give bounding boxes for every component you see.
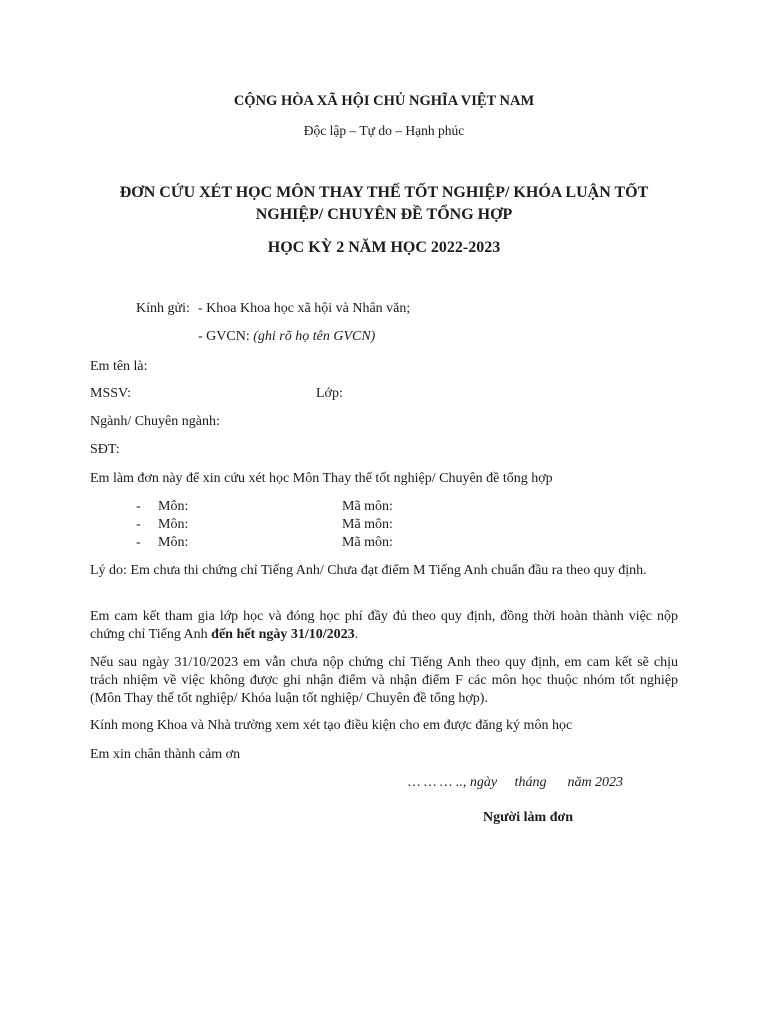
commitment-deadline: đến hết ngày 31/10/2023 bbox=[211, 627, 355, 642]
course-dash: - bbox=[136, 499, 141, 514]
course-subject-label: Môn: bbox=[158, 535, 189, 550]
consequence-paragraph: Nếu sau ngày 31/10/2023 em vẫn chưa nộp chứng chỉ Tiếng Anh theo quy định, em cam kết sẽ chịu trách nhiệm về việc không được ghi nhận điểm và nhận điểm F các môn học thuộc nhóm tốt nghiệp (Môn Thay thế tốt nghiệp/ Khóa luận tốt nghiệp/ Chuyên đề tổng hợp). bbox=[90, 655, 678, 706]
thanks-line: Em xin chân thành cảm ơn bbox=[90, 747, 241, 762]
course-subject-label: Môn: bbox=[158, 499, 189, 514]
course-code-label: Mã môn: bbox=[342, 517, 393, 532]
request-statement: Em làm đơn này để xin cứu xét học Môn Thay thế tốt nghiệp/ Chuyên đề tổng hợp bbox=[90, 471, 553, 486]
recipient-label: Kính gửi: bbox=[136, 301, 190, 316]
course-dash: - bbox=[136, 535, 141, 550]
document-term: HỌC KỲ 2 NĂM HỌC 2022-2023 bbox=[267, 239, 501, 256]
reason-paragraph: Lý do: Em chưa thi chứng chỉ Tiếng Anh/ Chưa đạt điểm M Tiếng Anh chuẩn đầu ra theo quy định. bbox=[90, 563, 647, 578]
recipient-advisor-label: - GVCN: bbox=[198, 329, 254, 344]
phone-label: SĐT: bbox=[90, 442, 120, 457]
signer-label: Người làm đơn bbox=[483, 810, 574, 825]
national-heading: CỘNG HÒA XÃ HỘI CHỦ NGHĨA VIỆT NAM bbox=[233, 93, 535, 109]
document-title-line-1: ĐƠN CỨU XÉT HỌC MÔN THAY THẾ TỐT NGHIỆP/ KHÓA LUẬN TỐT bbox=[119, 184, 649, 201]
closing-request: Kính mong Khoa và Nhà trường xem xét tạo điều kiện cho em được đăng ký môn học bbox=[90, 718, 573, 733]
recipient-faculty: - Khoa Khoa học xã hội và Nhân văn; bbox=[198, 301, 411, 316]
major-label: Ngành/ Chuyên ngành: bbox=[90, 414, 220, 429]
name-field-label: Em tên là: bbox=[90, 359, 148, 374]
national-motto: Độc lập – Tự do – Hạnh phúc bbox=[303, 123, 465, 138]
recipient-advisor bbox=[198, 328, 375, 346]
student-id-label: MSSV: bbox=[90, 386, 131, 401]
course-dash: - bbox=[136, 517, 141, 532]
commitment-text: Em cam kết tham gia lớp học và đóng học phí đầy đủ theo quy định, đồng thời hoàn thành việc nộp chứng chỉ Tiếng Anh bbox=[90, 609, 678, 642]
course-subject-label: Môn: bbox=[158, 517, 189, 532]
course-code-label: Mã môn: bbox=[342, 535, 393, 550]
document-title-line-2: NGHIỆP/ CHUYÊN ĐỀ TỔNG HỢP bbox=[255, 206, 513, 223]
recipient-advisor-hint: (ghi rõ họ tên GVCN) bbox=[253, 329, 376, 344]
date-line: … … … .., ngày tháng năm 2023 bbox=[408, 775, 624, 790]
commitment-end: . bbox=[354, 627, 359, 642]
course-code-label: Mã môn: bbox=[342, 499, 393, 514]
commitment-paragraph bbox=[90, 608, 678, 644]
class-label: Lớp: bbox=[316, 386, 343, 401]
